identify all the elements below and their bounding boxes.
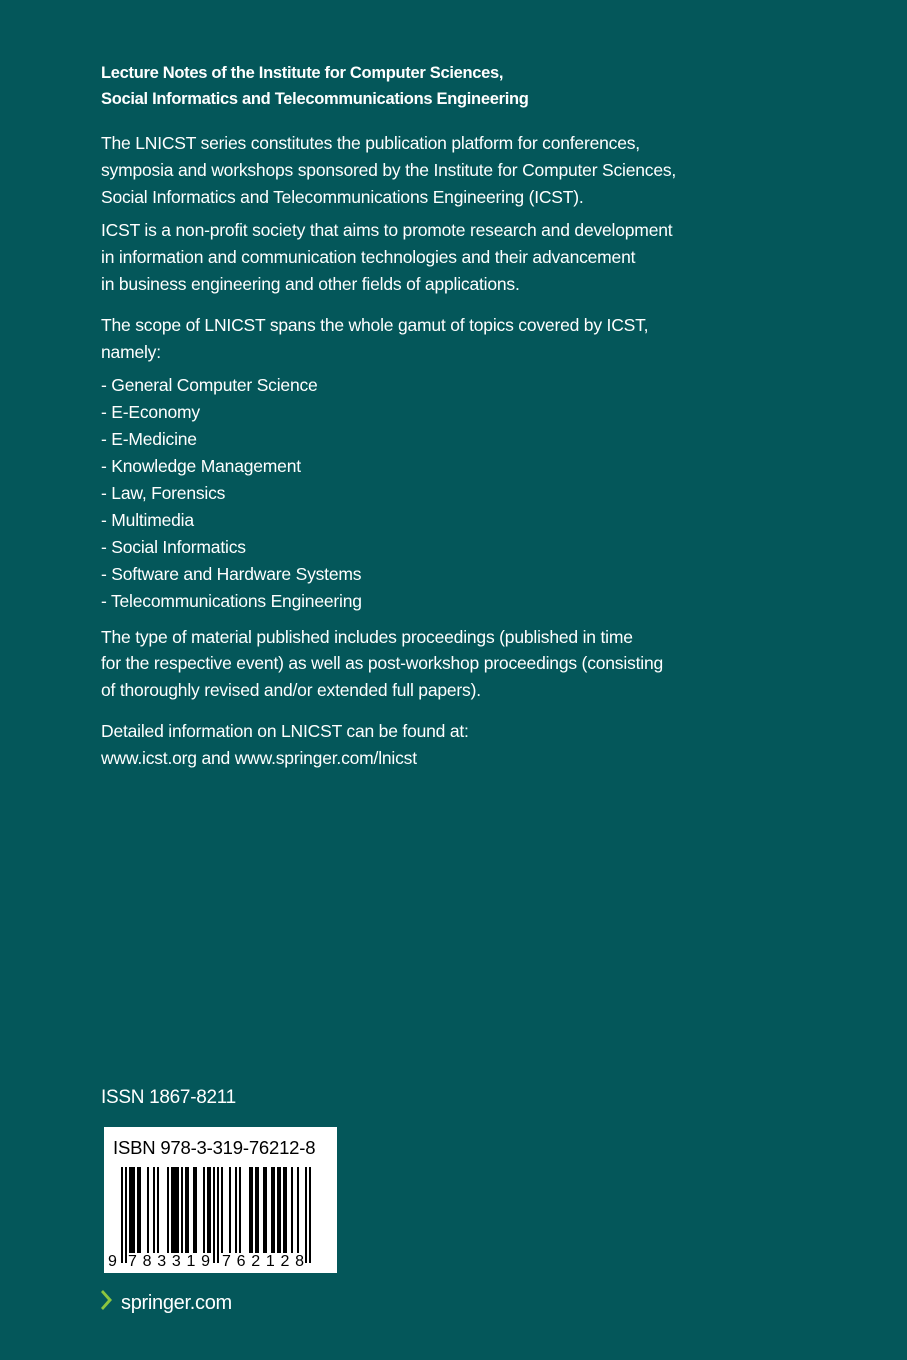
icst-paragraph: ICST is a non-profit society that aims to promote research and development in information and communication technologies and their advancement in business engineering and other fields of applications. bbox=[101, 220, 673, 294]
barcode-bar bbox=[291, 1167, 293, 1253]
barcode-bar bbox=[305, 1167, 307, 1263]
barcode-bar bbox=[283, 1167, 287, 1253]
barcode-bar bbox=[153, 1167, 155, 1253]
barcode-bar bbox=[221, 1167, 223, 1253]
barcode-digits: 762128 bbox=[222, 1253, 304, 1270]
barcode-bar bbox=[181, 1167, 183, 1253]
list-item: - Multimedia bbox=[101, 509, 194, 530]
barcode-bar bbox=[297, 1167, 299, 1253]
list-item: - Law, Forensics bbox=[101, 483, 226, 503]
barcode-bar bbox=[239, 1167, 241, 1253]
chevron-right-icon bbox=[101, 1289, 115, 1317]
barcode-bar bbox=[203, 1167, 205, 1253]
barcode-bar bbox=[235, 1167, 237, 1253]
intro-paragraph: The LNICST series constitutes the publication platform for conferences, symposia and workshops sponsored by the Institute for Computer Sciences, Social Informatics and Telecommunications Engineering (ICST). bbox=[101, 133, 677, 207]
barcode-box bbox=[104, 1127, 337, 1273]
barcode-bar bbox=[125, 1167, 127, 1263]
barcode-bar bbox=[193, 1167, 197, 1253]
barcode-digits: 783319 bbox=[128, 1253, 210, 1270]
barcode-bar bbox=[121, 1167, 123, 1263]
barcode-digits: 9 bbox=[108, 1253, 117, 1270]
barcode-bar bbox=[213, 1167, 215, 1263]
topics-list bbox=[101, 372, 741, 614]
barcode-bar bbox=[217, 1167, 219, 1263]
isbn-label: ISBN 978-3-319-76212-8 bbox=[113, 1137, 316, 1158]
barcode-bar bbox=[229, 1167, 231, 1253]
list-item: - General Computer Science bbox=[101, 375, 318, 396]
issn-label: ISSN 1867-8211 bbox=[101, 1087, 236, 1108]
publisher-site: springer.com bbox=[121, 1291, 232, 1314]
barcode-graphic bbox=[104, 1127, 337, 1273]
material-paragraph: The type of material published includes proceedings (published in time for the respective event) as well as post-workshop proceedings (consisting of thoroughly revised and/or extended full papers). bbox=[101, 626, 664, 701]
series-title: Lecture Notes of the Institute for Computer Sciences, Social Informatics and Telecommunications Engineering bbox=[101, 64, 529, 108]
list-item: - Telecommunications Engineering bbox=[101, 590, 362, 611]
info-paragraph: Detailed information on LNICST can be found at: www.icst.org and www.springer.com/lnicst bbox=[101, 720, 469, 768]
list-item: - E-Medicine bbox=[101, 429, 197, 450]
barcode-bar bbox=[271, 1167, 275, 1253]
barcode-bar bbox=[207, 1167, 211, 1253]
list-item: - E-Economy bbox=[101, 402, 200, 423]
barcode-bar bbox=[157, 1167, 159, 1253]
barcode-bar bbox=[171, 1167, 179, 1253]
scope-paragraph: The scope of LNICST spans the whole gamut of topics covered by ICST, namely: bbox=[101, 314, 649, 362]
barcode-bar bbox=[277, 1167, 281, 1253]
barcode-bar bbox=[137, 1167, 141, 1253]
barcode-bar bbox=[185, 1167, 189, 1253]
list-item: - Knowledge Management bbox=[101, 456, 301, 477]
barcode-bar bbox=[263, 1167, 267, 1253]
barcode-bar bbox=[255, 1167, 259, 1253]
barcode-bar bbox=[129, 1167, 135, 1253]
barcode-bar bbox=[249, 1167, 253, 1253]
back-cover-content bbox=[101, 60, 741, 779]
barcode-bar bbox=[309, 1167, 311, 1263]
list-item: - Social Informatics bbox=[101, 536, 246, 557]
publisher-link[interactable] bbox=[101, 1289, 232, 1317]
barcode-bar bbox=[167, 1167, 169, 1253]
list-item: - Software and Hardware Systems bbox=[101, 563, 362, 584]
barcode-bar bbox=[147, 1167, 149, 1253]
